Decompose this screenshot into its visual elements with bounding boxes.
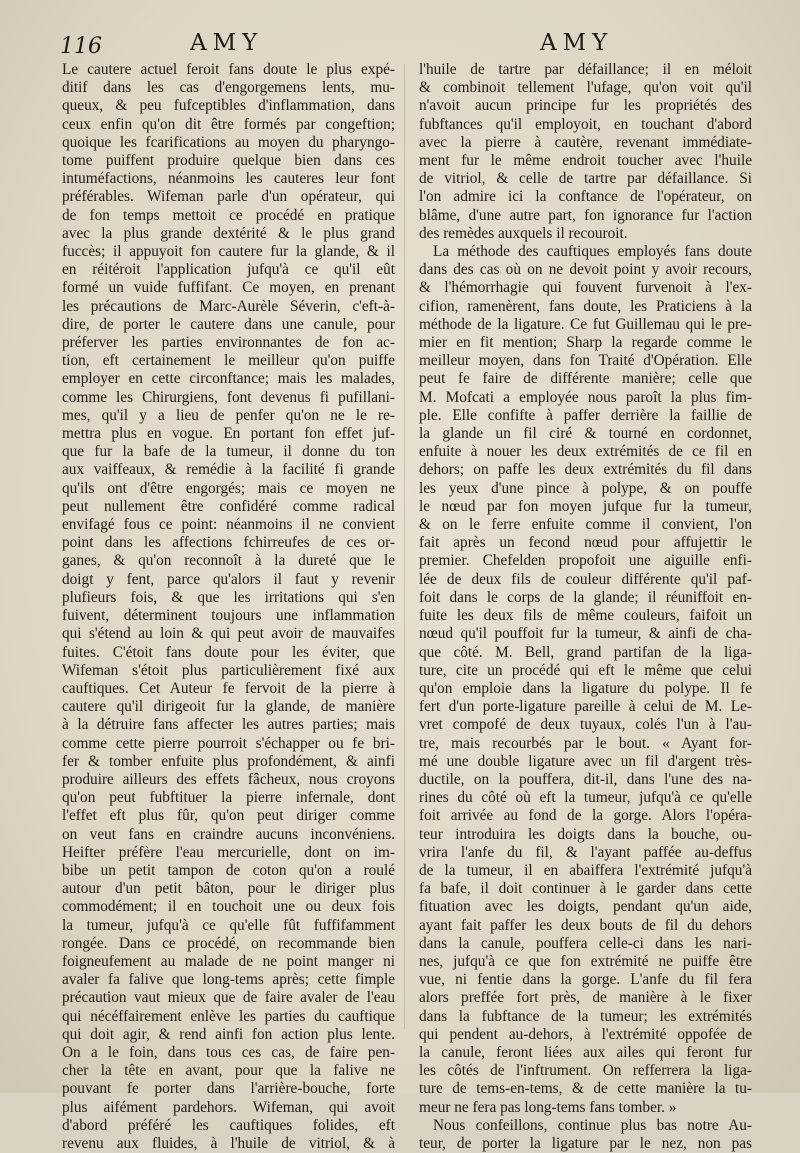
text-line: dehors; on paffe les deux extrémités du fil dans — [419, 461, 752, 479]
text-line: qu'on peut fubftituer la pierre infernale, dont — [62, 789, 395, 807]
text-line: des remèdes auxquels il recouroit. — [419, 224, 628, 242]
text-line: qu'on emploie dans la ligature du polype. Il fe — [419, 679, 752, 697]
text-line: fa bafe, il doit continuer à le garder dans cette — [419, 880, 752, 898]
text-line: pouvant fe porter dans l'arrière-bouche, forte — [62, 1080, 395, 1098]
text-line: formé un vuide fuffifant. Ce moyen, en prenant — [62, 279, 395, 297]
text-line: de vitriol, & celle de tartre par défaillance. Si — [419, 170, 752, 188]
running-head-right: AMY — [540, 30, 614, 56]
text-line: rongée. Dans ce procédé, on recommande bien — [62, 934, 395, 952]
text-line: fait après un fecond nœud pour affujettir le — [419, 534, 752, 552]
text-line: quoique les fcarifications au moyen du pharyngo- — [62, 133, 395, 151]
text-line: dans la fubftance de la tumeur; les extrémités — [419, 1007, 752, 1025]
text-line: blâme, d'une autre part, fon ignorance fur l'action — [419, 206, 752, 224]
text-line: M. Mofcati a employée nous paroît la plus fim- — [419, 388, 752, 406]
text-line: intuméfactions, néanmoins les cauteres leur font — [62, 170, 395, 188]
text-line: plus aifément pardehors. Wifeman, qui avoit — [62, 1098, 395, 1116]
text-line: bibe un petit tampon de coton qu'on a roulé — [62, 861, 395, 879]
text-line: La méthode des cauftiques employés fans doute — [433, 243, 752, 261]
text-line: rines du côté où eft la tumeur, jufqu'à ce qu'elle — [419, 789, 752, 807]
text-line: que fur la bafe de la tumeur, il donne du ton — [62, 443, 395, 461]
text-line: autour d'un petit bâton, pour le diriger plus — [62, 880, 395, 898]
text-line: ple. Elle confifte à paffer derrière la faillie de — [419, 406, 752, 424]
text-line: cher la tête en avant, pour que la falive ne — [62, 1062, 395, 1080]
text-line: mier en fit mention; Sharp la regarde comme le — [419, 334, 752, 352]
text-line: fubftances qu'il employoit, en touchant d'abord — [419, 115, 752, 133]
column-divider — [404, 64, 405, 1029]
text-line: d'abord préféré les cauftiques folides, eft — [62, 1116, 395, 1134]
text-line: lée de deux fils de couleur différente qu'il paf- — [419, 570, 752, 588]
text-line: ductile, on la pouffera, dit-il, dans l'une des na- — [419, 770, 752, 788]
text-line: Heifter préfère l'eau mercurielle, dont on im- — [62, 843, 395, 861]
text-line: mé une double ligature avec un fil d'argent très- — [419, 752, 752, 770]
text-line: dans la canule, pouffera celle-ci dans les nari- — [419, 934, 752, 952]
text-line: fuite les deux fils de même couleurs, faifoit un — [419, 607, 752, 625]
text-line: teur introduira les doigts dans la bouche, ou- — [419, 825, 752, 843]
text-line: ture de tems-en-tems, & de cette manière la tu- — [419, 1080, 752, 1098]
text-line: qu'ils ont d'être engorgés; mais ce moyen ne — [62, 479, 395, 497]
text-line: & on le ferre enfuite comme il convient, l'on — [419, 516, 752, 534]
text-line: cautere qu'il dirigeoit fur la glande, de manière — [62, 698, 395, 716]
text-line: les côtés de l'inftrument. On refferrera la liga- — [419, 1062, 752, 1080]
text-line: fer & tomber enfuite plus profondément, & ainfi — [62, 752, 395, 770]
text-line: teur, de porter la ligature par le nez, non pas — [419, 1134, 752, 1152]
text-line: foit dans le corps de la glande; il réuniffoit en- — [419, 588, 752, 606]
text-line: comme cette pierre pourroit s'échapper ou fe bri- — [62, 734, 395, 752]
text-line: la canule, feront liées aux ailes qui feront fur — [419, 1043, 752, 1061]
text-line: premier. Chefelden propofoit une aiguille enfi- — [419, 552, 752, 570]
text-line: l'huile de tartre par défaillance; il en méloit — [419, 61, 752, 78]
text-line: avec la plus grande dextérité & le plus grand — [62, 224, 395, 242]
text-line: vue, ni fentie dans la gorge. L'anfe du fil fera — [419, 971, 752, 989]
text-line: ment fur le même endroit toucher avec l'huile — [419, 152, 752, 170]
text-line: tre, mais recourbés par le bout. « Ayant for- — [419, 734, 752, 752]
text-line: dire, de porter le cautere dans une canule, pour — [62, 315, 395, 333]
text-line: préférables. Wifeman parle d'un opérateur, qui — [62, 188, 395, 206]
text-line: avaler fa falive que long-tems après; cette fimple — [62, 971, 395, 989]
text-line: comme les Chirurgiens, font devenus fi pufillani- — [62, 388, 395, 406]
text-line: tome puiffent produire quelque bien dans ces — [62, 152, 395, 170]
text-line: queux, & peu fufceptibles d'inflammation, dans — [62, 97, 395, 115]
text-line: Nous confeillons, continue plus bas notre Au- — [433, 1116, 752, 1134]
text-line: Le cautere actuel feroit fans doute le plus expé- — [62, 61, 395, 78]
text-line: qui nécéffairement enlève les parties du cauftique — [62, 1007, 395, 1025]
text-line: avec la pierre à cautère, revenant immédiate- — [419, 133, 752, 151]
text-line: mes, qu'il y a lieu de penfer qu'on ne le re- — [62, 406, 395, 424]
running-head-left: AMY — [190, 30, 264, 56]
text-line: meilleur moyen, dans fon Traité d'Opération. Elle — [419, 352, 752, 370]
text-line: qui pendent au-dehors, à l'extrémité oppofée de — [419, 1025, 752, 1043]
text-line: on veut fans en craindre aucuns inconvéniens. — [62, 825, 395, 843]
text-line: tion, eft certainement le meilleur qu'on puiffe — [62, 352, 395, 370]
text-line: & l'hémorrhagie qui fouvent furvenoit à l'ex- — [419, 279, 752, 297]
text-line: qui s'étend au loin & qui peut avoir de mauvaifes — [62, 625, 395, 643]
text-line: plufieurs fois, & que les irritations qui s'en — [62, 588, 395, 606]
text-line: commodément; il en touchoit une ou deux fois — [62, 898, 395, 916]
text-line: envifagé fous ce point: néanmoins il ne convient — [62, 516, 395, 534]
page-header — [0, 30, 800, 60]
text-line: employer en cette circonftance; mais les malades, — [62, 370, 395, 388]
text-line: aux vaiffeaux, & remédie à la facilité fi grande — [62, 461, 395, 479]
text-line: fuivent, déterminent toujours une inflammation — [62, 607, 395, 625]
text-line: la glande un fil ciré & tourné en cordonnet, — [419, 425, 752, 443]
text-line: ceux enfin qu'on dit être formés par congeftion; — [62, 115, 395, 133]
text-line: le nœud par fon moyen jufque fur la tumeur, — [419, 497, 752, 515]
text-line: foit arrivée au fond de la gorge. Alors l'opéra- — [419, 807, 752, 825]
text-column-left — [62, 61, 395, 1153]
text-line: de fon temps mettoit ce procédé en pratique — [62, 206, 395, 224]
text-line: la tumeur, jufqu'à ce qu'elle fût fuffifamment — [62, 916, 395, 934]
text-line: fituation avec les doigts, pendant qu'un aide, — [419, 898, 752, 916]
text-line: enfuite à nouer les deux extrémités de ce fil en — [419, 443, 752, 461]
text-line: mettra plus en vogue. En portant fon effet juf- — [62, 425, 395, 443]
text-line: ayant fait paffer les deux bouts de fil du dehors — [419, 916, 752, 934]
text-line: en réitéroit l'application jufqu'à ce qu'il eût — [62, 261, 395, 279]
text-line: précaution vaut mieux que de faire avaler de l'eau — [62, 989, 395, 1007]
text-line: meur ne fera pas long-tems fans tomber. » — [419, 1098, 677, 1116]
text-line: les précautions de Marc-Aurèle Séverin, c'eft-à- — [62, 297, 395, 315]
text-line: peut nullement être confidéré comme radical — [62, 497, 395, 515]
text-line: fuites. C'étoit fans doute pour les éviter, que — [62, 643, 395, 661]
text-line: & combinoit tellement l'ufage, qu'on voit qu'il — [419, 79, 752, 97]
text-line: ganes, & qu'on reconnoît à la dureté que le — [62, 552, 395, 570]
text-line: l'effet eft plus fûr, qu'on peut diriger comme — [62, 807, 395, 825]
text-line: fert d'un porte-ligature pareille à celui de M. Le- — [419, 698, 752, 716]
text-line: préferver les parties environnantes de fon ac- — [62, 334, 395, 352]
text-line: n'avoit aucun principe fur les propriétés des — [419, 97, 752, 115]
text-line: que côté. M. Bell, grand partifan de la liga- — [419, 643, 752, 661]
text-line: alors preffée fort près, de manière à le fixer — [419, 989, 752, 1007]
text-line: à la détruire fans affecter les autres parties; mais — [62, 716, 395, 734]
text-line: l'on admire ici la conftance de l'opérateur, on — [419, 188, 752, 206]
text-line: ditif dans les cas d'engorgemens lents, mu- — [62, 79, 395, 97]
text-line: qui doit agir, & rend ainfi fon action plus lente. — [62, 1025, 395, 1043]
text-line: les yeux d'une pince à polype, & on pouffe — [419, 479, 752, 497]
text-column-right — [419, 61, 752, 1153]
page-number: 116 — [60, 34, 102, 59]
text-line: doigt y fent, parce qu'alors il faut y revenir — [62, 570, 395, 588]
text-line: méthode de la ligature. Ce fut Guillemau qui le pre- — [419, 315, 752, 333]
text-line: revenu aux fluides, à l'huile de vitriol, & à — [62, 1134, 395, 1152]
text-line: dans des cas où on ne devoit point y avoir recours, — [419, 261, 752, 279]
text-line: nes, jufqu'à ce que fon extrémité ne puiffe être — [419, 952, 752, 970]
text-line: ture, cite un procédé qui eft le même que celui — [419, 661, 752, 679]
text-line: de la tumeur, il en abaiffera l'extrémité jufqu'à — [419, 861, 752, 879]
text-line: point dans les affections fchirreufes de ces or- — [62, 534, 395, 552]
text-line: cifion, ramenèrent, fans doute, les Praticiens à la — [419, 297, 752, 315]
text-line: vrira l'anfe du fil, & l'ayant paffée au-deffus — [419, 843, 752, 861]
text-line: cauftiques. Cet Auteur fe fervoit de la pierre à — [62, 679, 395, 697]
text-line: nœud qu'il pouffoit fur la tumeur, & ainfi de cha- — [419, 625, 752, 643]
text-line: peut fe faire de différente manière; celle que — [419, 370, 752, 388]
text-line: vret compofé de deux tuyaux, colés l'un à l'au- — [419, 716, 752, 734]
text-line: fuccès; il appuyoit fon cautere fur la glande, & il — [62, 243, 395, 261]
text-line: On a le foin, dans tous ces cas, de faire pen- — [62, 1043, 395, 1061]
text-line: Wifeman s'étoit plus particulièrement fixé aux — [62, 661, 395, 679]
text-line: foigneufement au malade de ne point manger ni — [62, 952, 395, 970]
text-line: produire ailleurs des effets fâcheux, nous croyons — [62, 770, 395, 788]
